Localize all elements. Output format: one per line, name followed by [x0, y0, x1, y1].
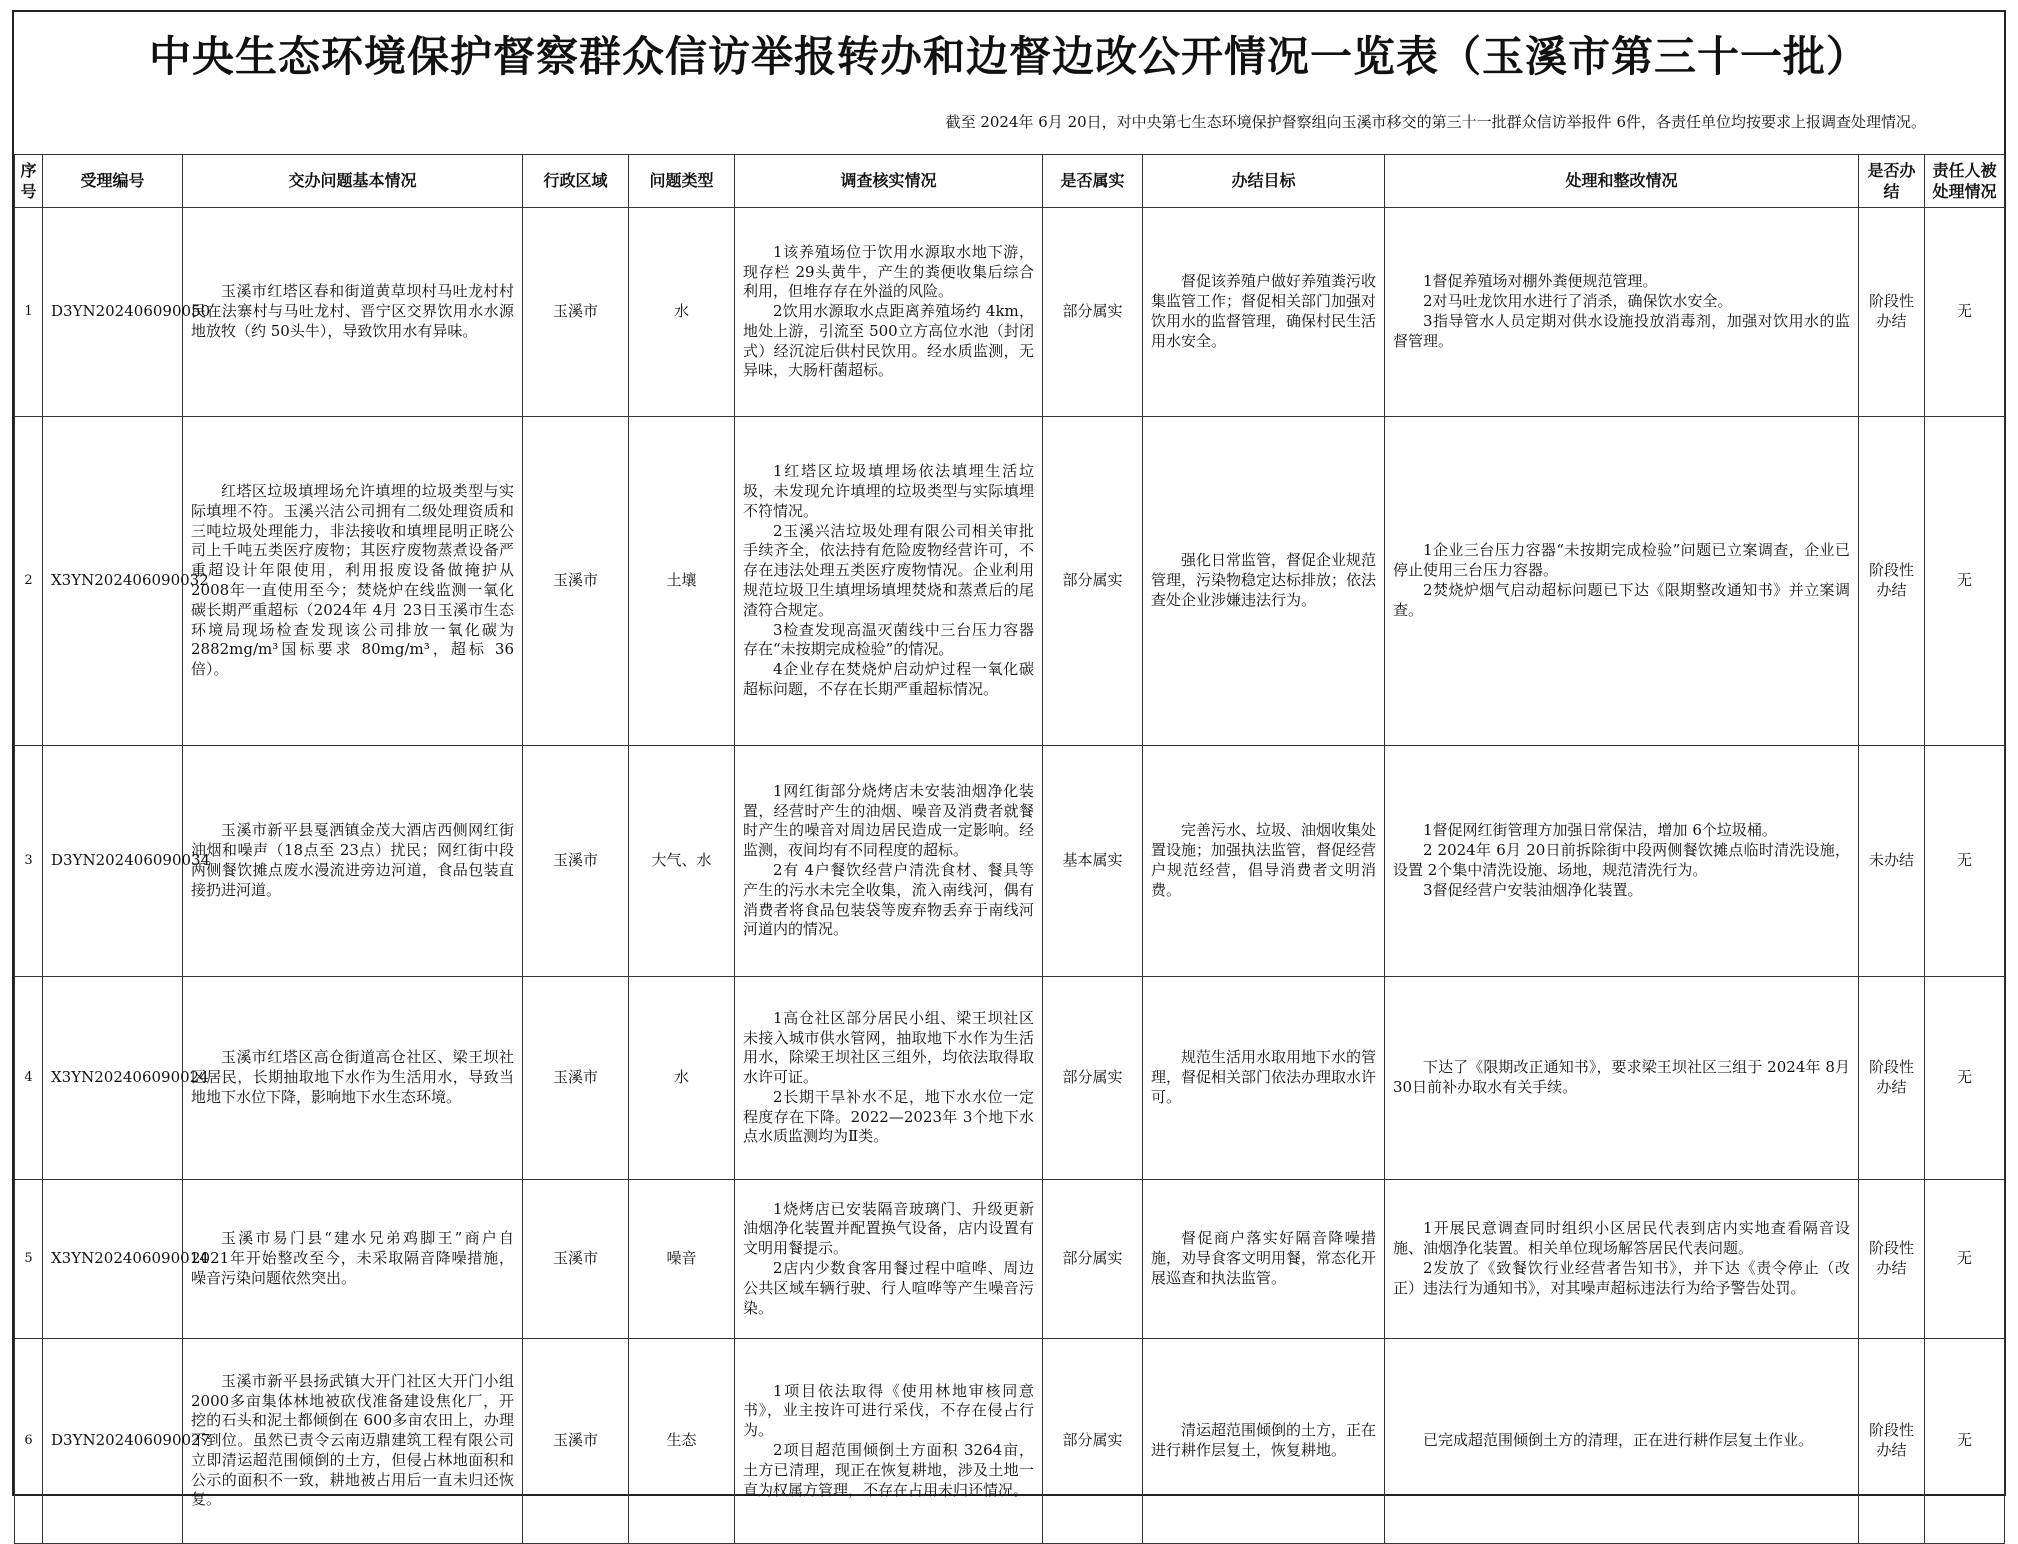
row-goal: 强化日常监管，督促企业规范管理，污染物稳定达标排放；依法查处企业涉嫌违法行为。 [1143, 417, 1385, 746]
row-verified: 部分属实 [1043, 417, 1143, 746]
row-region: 玉溪市 [523, 417, 629, 746]
row-type: 土壤 [629, 417, 735, 746]
row-goal: 规范生活用水取用地下水的管理，督促相关部门依法办理取水许可。 [1143, 977, 1385, 1180]
row-handling: 下达了《限期改正通知书》，要求梁王坝社区三组于 2024年 8月 30日前补办取水有关手续。 [1385, 977, 1859, 1180]
row-done: 阶段性办结 [1859, 1180, 1925, 1339]
row-investigation: 1项目依法取得《使用林地审核同意书》，业主按许可进行采伐，不存在侵占行为。 2项目超范围倾倒土方面积 3264亩，土方已清理，现正在恢复耕地，涉及土地一直为权属方管理，不存在占用未归还情况。 [735, 1339, 1043, 1544]
row-code: D3YN202406090050 [43, 208, 183, 417]
row-code: X3YN202406090024 [43, 977, 183, 1180]
row-done: 阶段性办结 [1859, 1339, 1925, 1544]
row-punish: 无 [1925, 1339, 2005, 1544]
table-row [15, 1180, 2005, 1339]
row-handling: 1企业三台压力容器“未按期完成检验”问题已立案调查，企业已停止使用三台压力容器。 2焚烧炉烟气启动超标问题已下达《限期整改通知书》并立案调查。 [1385, 417, 1859, 746]
row-goal: 清运超范围倾倒的土方，正在进行耕作层复土，恢复耕地。 [1143, 1339, 1385, 1544]
row-punish: 无 [1925, 977, 2005, 1180]
document-page [12, 10, 2006, 1509]
row-issue: 玉溪市红塔区春和街道黄草坝村马吐龙村村民在法寨村与马吐龙村、晋宁区交界饮用水水源地放牧（约 50头牛），导致饮用水有异味。 [183, 208, 523, 417]
row-no: 3 [15, 746, 43, 977]
row-investigation: 1高仓社区部分居民小组、梁王坝社区未接入城市供水管网，抽取地下水作为生活用水，除梁王坝社区三组外，均依法取得取水许可证。 2长期干旱补水不足，地下水水位一定程度存在下降。2022—2023年 3个地下水点水质监测均为Ⅱ类。 [735, 977, 1043, 1180]
header-punish: 责任人被处理情况 [1925, 155, 2005, 208]
row-issue: 玉溪市红塔区高仓街道高仓社区、梁王坝社区居民，长期抽取地下水作为生活用水，导致当地地下水位下降，影响地下水生态环境。 [183, 977, 523, 1180]
row-region: 玉溪市 [523, 208, 629, 417]
header-investigation: 调查核实情况 [735, 155, 1043, 208]
document-title: 中央生态环境保护督察群众信访举报转办和边督边改公开情况一览表（玉溪市第三十一批） [148, 32, 1869, 81]
row-handling: 1督促网红街管理方加强日常保洁，增加 6个垃圾桶。 2 2024年 6月 20日前拆除街中段两侧餐饮摊点临时清洗设施，设置 2个集中清洗设施、场地，规范清洗行为。 3督促经营户安装油烟净化装置。 [1385, 746, 1859, 977]
row-region: 玉溪市 [523, 1180, 629, 1339]
row-type: 生态 [629, 1339, 735, 1544]
row-handling: 已完成超范围倾倒土方的清理，正在进行耕作层复土作业。 [1385, 1339, 1859, 1544]
row-investigation: 1该养殖场位于饮用水源取水地下游，现存栏 29头黄牛，产生的粪便收集后综合利用，但堆存存在外溢的风险。 2饮用水源取水点距离养殖场约 4km，地处上游，引流至 500立方高位水池（封闭式）经沉淀后供村民饮用。经水质监测，无异味，大肠杆菌超标。 [735, 208, 1043, 417]
row-issue: 玉溪市易门县“建水兄弟鸡脚王”商户自 2021年开始整改至今，未采取隔音降噪措施，噪音污染问题依然突出。 [183, 1180, 523, 1339]
row-region: 玉溪市 [523, 1339, 629, 1544]
table-header-row [15, 155, 2005, 208]
row-no: 6 [15, 1339, 43, 1544]
row-punish: 无 [1925, 417, 2005, 746]
row-code: X3YN202406090032 [43, 417, 183, 746]
row-verified: 部分属实 [1043, 1180, 1143, 1339]
header-issue: 交办问题基本情况 [183, 155, 523, 208]
row-goal: 督促商户落实好隔音降噪措施，劝导食客文明用餐，常态化开展巡查和执法监管。 [1143, 1180, 1385, 1339]
row-punish: 无 [1925, 208, 2005, 417]
table-row [15, 977, 2005, 1180]
row-goal: 督促该养殖户做好养殖粪污收集监管工作；督促相关部门加强对饮用水的监督管理，确保村民生活用水安全。 [1143, 208, 1385, 417]
row-verified: 部分属实 [1043, 1339, 1143, 1544]
row-type: 水 [629, 977, 735, 1180]
table-row [15, 208, 2005, 417]
row-done: 阶段性办结 [1859, 208, 1925, 417]
row-no: 4 [15, 977, 43, 1180]
row-region: 玉溪市 [523, 746, 629, 977]
header-region: 行政区域 [523, 155, 629, 208]
row-region: 玉溪市 [523, 977, 629, 1180]
row-done: 阶段性办结 [1859, 417, 1925, 746]
row-punish: 无 [1925, 746, 2005, 977]
row-type: 大气、水 [629, 746, 735, 977]
row-code: X3YN202406090014 [43, 1180, 183, 1339]
row-handling: 1督促养殖场对棚外粪便规范管理。 2对马吐龙饮用水进行了消杀，确保饮水安全。 3指导管水人员定期对供水设施投放消毒剂，加强对饮用水的监督管理。 [1385, 208, 1859, 417]
row-issue: 红塔区垃圾填埋场允许填埋的垃圾类型与实际填埋不符。玉溪兴洁公司拥有二级处理资质和三吨垃圾处理能力，非法接收和填埋昆明正晓公司上千吨五类医疗废物；其医疗废物蒸煮设备严重超设计年限使用，利用报废设备做掩护从 2008年一直使用至今；焚烧炉在线监测一氧化碳长期严重超标（2024年 4月 23日玉溪市生态环境局现场检查发现该公司排放一氧化碳为 2882mg/m³国标要求 80mg/m³，超标 36倍）。 [183, 417, 523, 746]
row-issue: 玉溪市新平县扬武镇大开门社区大开门小组 2000多亩集体林地被砍伐准备建设焦化厂，开挖的石头和泥土都倾倒在 600多亩农田上，办理不到位。虽然已责令云南迈鼎建筑工程有限公司立即清运超范围倾倒的土方，但侵占林地面积和公示的面积不一致，耕地被占用后一直未归还恢复。 [183, 1339, 523, 1544]
row-issue: 玉溪市新平县戛洒镇金茂大酒店西侧网红街油烟和噪声（18点至 23点）扰民；网红街中段两侧餐饮摊点废水漫流进旁边河道，食品包装直接扔进河道。 [183, 746, 523, 977]
table-row [15, 1339, 2005, 1544]
header-code: 受理编号 [43, 155, 183, 208]
table-row [15, 746, 2005, 977]
row-investigation: 1网红街部分烧烤店未安装油烟净化装置，经营时产生的油烟、噪音及消费者就餐时产生的噪音对周边居民造成一定影响。经监测，夜间均有不同程度的超标。 2有 4户餐饮经营户清洗食材、餐具等产生的污水未完全收集，流入南线河，偶有消费者将食品包装袋等废弃物丢弃于南线河河道内的情况。 [735, 746, 1043, 977]
header-verified: 是否属实 [1043, 155, 1143, 208]
row-no: 2 [15, 417, 43, 746]
header-handling: 处理和整改情况 [1385, 155, 1859, 208]
row-done: 未办结 [1859, 746, 1925, 977]
row-type: 噪音 [629, 1180, 735, 1339]
row-investigation: 1烧烤店已安装隔音玻璃门、升级更新油烟净化装置并配置换气设备，店内设置有文明用餐提示。 2店内少数食客用餐过程中喧哗、周边公共区域车辆行驶、行人喧哗等产生噪音污染。 [735, 1180, 1043, 1339]
table-row [15, 417, 2005, 746]
row-code: D3YN202406090034 [43, 746, 183, 977]
row-investigation: 1红塔区垃圾填埋场依法填埋生活垃圾，未发现允许填埋的垃圾类型与实际填埋不符情况。 2玉溪兴洁垃圾处理有限公司相关审批手续齐全，依法持有危险废物经营许可，不存在违法处理五类医疗废物情况。企业利用规范垃圾卫生填埋场填埋焚烧和蒸煮后的尾渣符合规定。 3检查发现高温灭菌线中三台压力容器存在“未按期完成检验”的情况。 4企业存在焚烧炉启动炉过程一氧化碳超标问题，不存在长期严重超标情况。 [735, 417, 1043, 746]
row-no: 5 [15, 1180, 43, 1339]
row-done: 阶段性办结 [1859, 977, 1925, 1180]
row-verified: 基本属实 [1043, 746, 1143, 977]
row-code: D3YN202406090027 [43, 1339, 183, 1544]
row-verified: 部分属实 [1043, 977, 1143, 1180]
row-no: 1 [15, 208, 43, 417]
row-handling: 1开展民意调查同时组织小区居民代表到店内实地查看隔音设施、油烟净化装置。相关单位现场解答居民代表问题。 2发放了《致餐饮行业经营者告知书》，并下达《责令停止（改正）违法行为通知书》，对其噪声超标违法行为给予警告处罚。 [1385, 1180, 1859, 1339]
header-done: 是否办结 [1859, 155, 1925, 208]
row-verified: 部分属实 [1043, 208, 1143, 417]
header-goal: 办结目标 [1143, 155, 1385, 208]
row-punish: 无 [1925, 1180, 2005, 1339]
row-goal: 完善污水、垃圾、油烟收集处置设施；加强执法监管，督促经营户规范经营，倡导消费者文明消费。 [1143, 746, 1385, 977]
document-subtitle: 截至 2024年 6月 20日，对中央第七生态环境保护督察组向玉溪市移交的第三十一批群众信访举报件 6件，各责任单位均按要求上报调查处理情况。 [945, 112, 1926, 131]
row-type: 水 [629, 208, 735, 417]
report-table [14, 154, 2005, 1544]
header-no: 序号 [15, 155, 43, 208]
header-type: 问题类型 [629, 155, 735, 208]
